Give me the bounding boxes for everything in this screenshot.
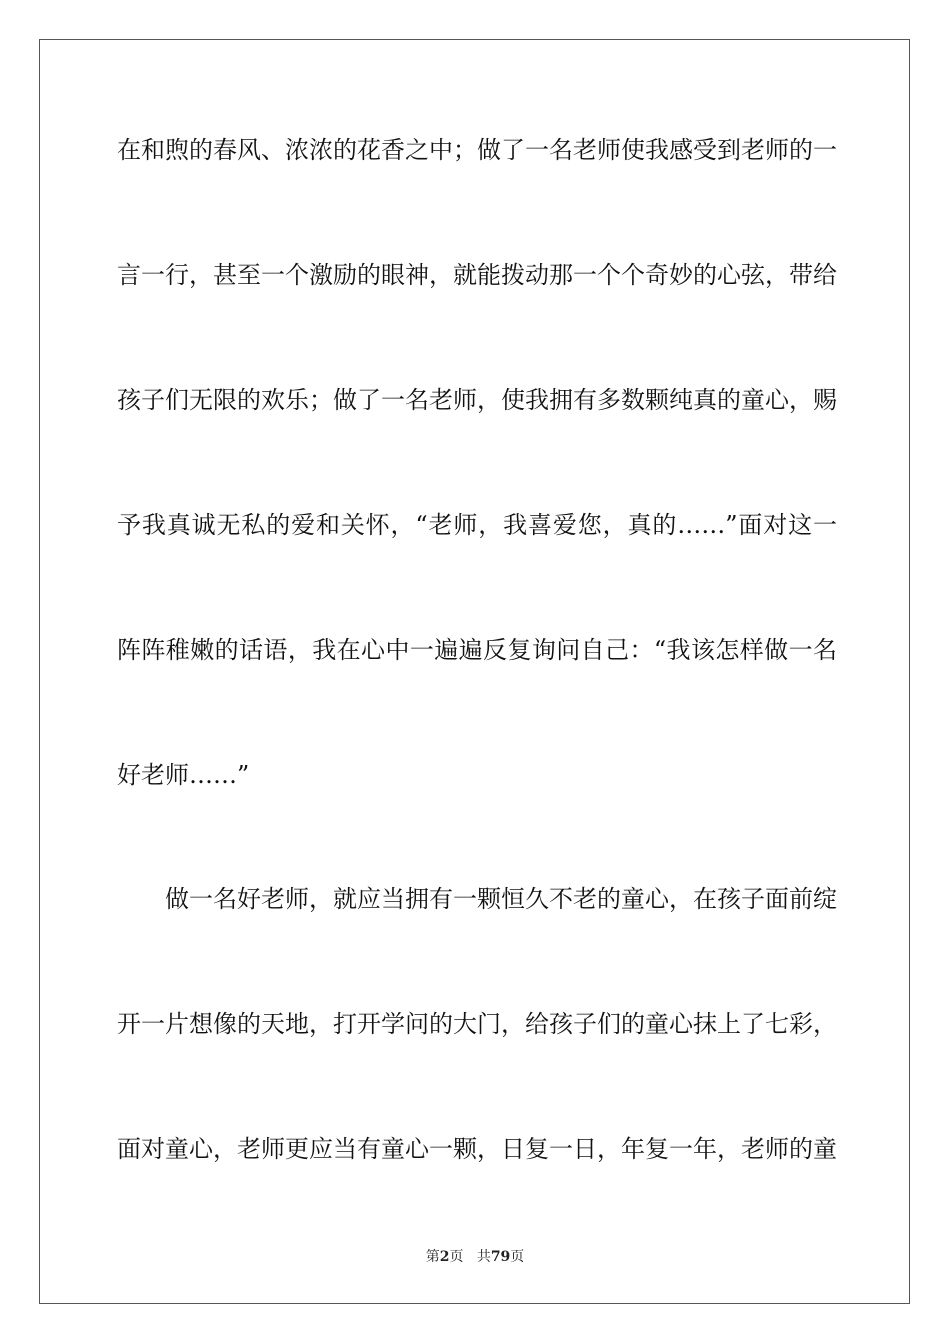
total-prefix: 共 <box>476 1249 491 1265</box>
total-suffix: 页 <box>510 1249 525 1265</box>
text-line-8: 开一片想像的天地，打开学问的大门，给孩子们的童心抹上了七彩， <box>117 1010 837 1038</box>
text-line-5: 阵阵稚嫩的话语，我在心中一遍遍反复询问自己：“我该怎样做一名 <box>117 636 837 664</box>
text-line-9: 面对童心，老师更应当有童心一颗，日复一日，年复一年，老师的童 <box>117 1135 837 1163</box>
page-border <box>39 39 910 1304</box>
text-line-3: 孩子们无限的欢乐；做了一名老师，使我拥有多数颗纯真的童心，赐 <box>117 386 837 414</box>
text-line-6: 好老师……” <box>117 761 250 789</box>
page-suffix: 页 <box>449 1249 464 1265</box>
page-number: 2 <box>439 1249 450 1265</box>
paragraph-start-line: 做一名好老师，就应当拥有一颗恒久不老的童心，在孩子面前绽 <box>165 885 837 913</box>
total-pages: 79 <box>490 1249 511 1265</box>
page-prefix: 第 <box>425 1249 440 1265</box>
text-line-1: 在和煦的春风、浓浓的花香之中；做了一名老师使我感受到老师的一 <box>117 136 837 164</box>
page-footer <box>0 1247 950 1267</box>
text-line-4: 予我真诚无私的爱和关怀，“老师，我喜爱您，真的……”面对这一 <box>117 511 837 539</box>
text-line-2: 言一行，甚至一个激励的眼神，就能拨动那一个个奇妙的心弦，带给 <box>117 261 837 289</box>
